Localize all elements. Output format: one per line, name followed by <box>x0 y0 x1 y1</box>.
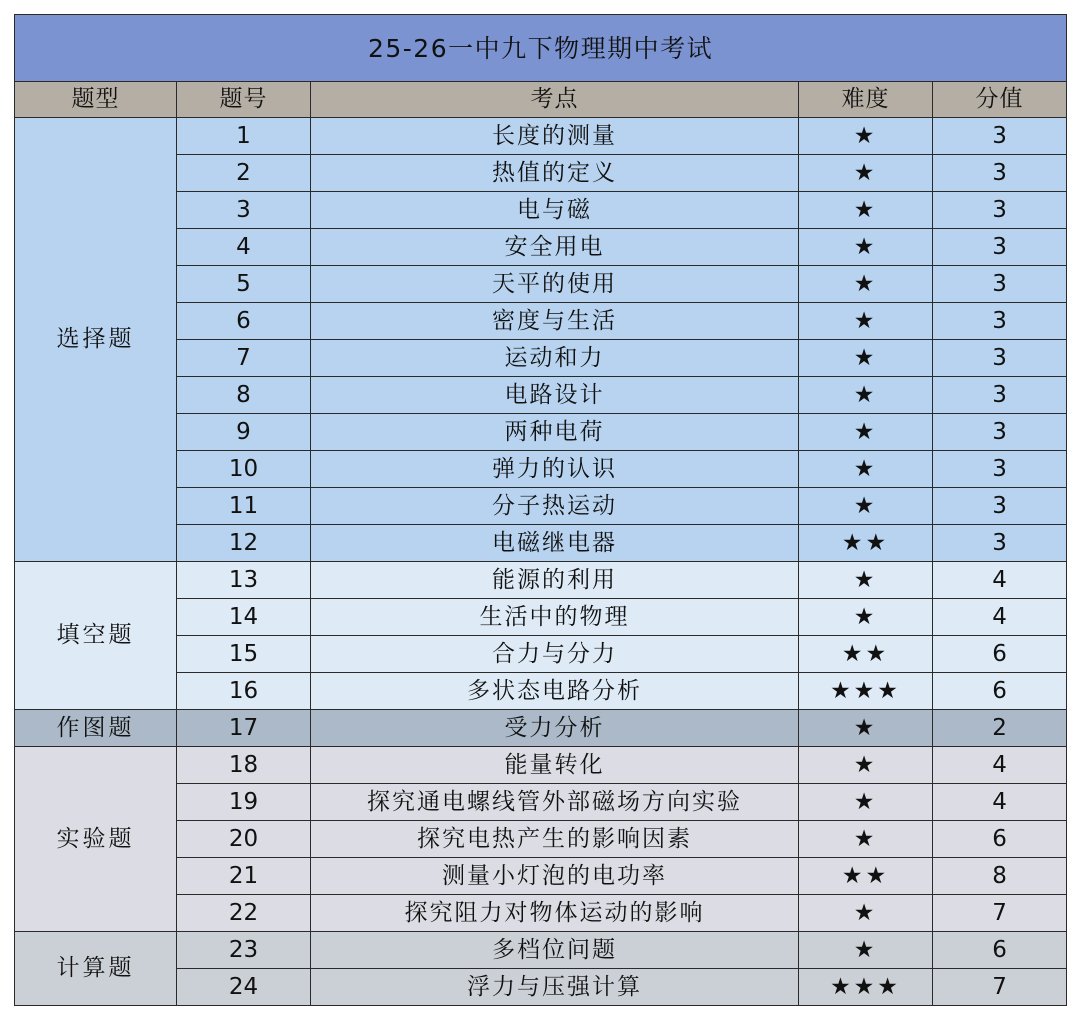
difficulty-stars-cell: ★ <box>799 377 933 414</box>
question-number-cell: 5 <box>177 266 311 303</box>
difficulty-stars-cell: ★ <box>799 192 933 229</box>
score-cell: 4 <box>933 562 1067 599</box>
question-number-cell: 10 <box>177 451 311 488</box>
difficulty-stars-cell: ★ <box>799 451 933 488</box>
topic-cell: 电路设计 <box>311 377 799 414</box>
topic-cell: 探究通电螺线管外部磁场方向实验 <box>311 784 799 821</box>
difficulty-stars-cell: ★★★ <box>799 969 933 1006</box>
question-number-cell: 15 <box>177 636 311 673</box>
topic-cell: 弹力的认识 <box>311 451 799 488</box>
question-number-cell: 6 <box>177 303 311 340</box>
topic-cell: 安全用电 <box>311 229 799 266</box>
question-number-cell: 14 <box>177 599 311 636</box>
difficulty-stars-cell: ★ <box>799 414 933 451</box>
topic-cell: 能量转化 <box>311 747 799 784</box>
topic-cell: 能源的利用 <box>311 562 799 599</box>
score-cell: 2 <box>933 710 1067 747</box>
question-number-cell: 23 <box>177 932 311 969</box>
difficulty-stars-cell: ★★ <box>799 636 933 673</box>
difficulty-stars-cell: ★★ <box>799 858 933 895</box>
topic-cell: 长度的测量 <box>311 118 799 155</box>
question-number-cell: 19 <box>177 784 311 821</box>
score-cell: 8 <box>933 858 1067 895</box>
difficulty-stars-cell: ★ <box>799 229 933 266</box>
topic-cell: 测量小灯泡的电功率 <box>311 858 799 895</box>
header-topic: 考点 <box>311 82 799 118</box>
score-cell: 4 <box>933 747 1067 784</box>
score-cell: 6 <box>933 821 1067 858</box>
question-number-cell: 11 <box>177 488 311 525</box>
table-row <box>15 710 1067 747</box>
topic-cell: 热值的定义 <box>311 155 799 192</box>
topic-cell: 电与磁 <box>311 192 799 229</box>
question-number-cell: 17 <box>177 710 311 747</box>
question-type-cell: 作图题 <box>15 710 177 747</box>
topic-cell: 探究阻力对物体运动的影响 <box>311 895 799 932</box>
difficulty-stars-cell: ★★ <box>799 525 933 562</box>
score-cell: 3 <box>933 303 1067 340</box>
difficulty-stars-cell: ★ <box>799 932 933 969</box>
score-cell: 3 <box>933 377 1067 414</box>
topic-cell: 两种电荷 <box>311 414 799 451</box>
question-number-cell: 22 <box>177 895 311 932</box>
score-cell: 3 <box>933 155 1067 192</box>
header-score: 分值 <box>933 82 1067 118</box>
topic-cell: 多档位问题 <box>311 932 799 969</box>
score-cell: 3 <box>933 340 1067 377</box>
score-cell: 7 <box>933 895 1067 932</box>
score-cell: 4 <box>933 784 1067 821</box>
question-number-cell: 13 <box>177 562 311 599</box>
score-cell: 6 <box>933 673 1067 710</box>
question-number-cell: 1 <box>177 118 311 155</box>
topic-cell: 受力分析 <box>311 710 799 747</box>
question-number-cell: 9 <box>177 414 311 451</box>
question-number-cell: 3 <box>177 192 311 229</box>
question-number-cell: 8 <box>177 377 311 414</box>
score-cell: 3 <box>933 118 1067 155</box>
topic-cell: 运动和力 <box>311 340 799 377</box>
question-number-cell: 4 <box>177 229 311 266</box>
score-cell: 3 <box>933 451 1067 488</box>
topic-cell: 探究电热产生的影响因素 <box>311 821 799 858</box>
question-number-cell: 2 <box>177 155 311 192</box>
difficulty-stars-cell: ★ <box>799 266 933 303</box>
score-cell: 3 <box>933 525 1067 562</box>
question-type-cell: 填空题 <box>15 562 177 710</box>
topic-cell: 多状态电路分析 <box>311 673 799 710</box>
difficulty-stars-cell: ★★★ <box>799 673 933 710</box>
difficulty-stars-cell: ★ <box>799 895 933 932</box>
table-row <box>15 562 1067 599</box>
question-number-cell: 20 <box>177 821 311 858</box>
score-cell: 3 <box>933 266 1067 303</box>
difficulty-stars-cell: ★ <box>799 599 933 636</box>
table-row <box>15 747 1067 784</box>
question-type-cell: 选择题 <box>15 118 177 562</box>
difficulty-stars-cell: ★ <box>799 303 933 340</box>
question-type-cell: 实验题 <box>15 747 177 932</box>
exam-analysis-table <box>14 14 1067 1006</box>
difficulty-stars-cell: ★ <box>799 821 933 858</box>
difficulty-stars-cell: ★ <box>799 784 933 821</box>
difficulty-stars-cell: ★ <box>799 118 933 155</box>
score-cell: 3 <box>933 488 1067 525</box>
table-row <box>15 932 1067 969</box>
question-number-cell: 24 <box>177 969 311 1006</box>
score-cell: 3 <box>933 414 1067 451</box>
question-number-cell: 16 <box>177 673 311 710</box>
score-cell: 6 <box>933 932 1067 969</box>
score-cell: 6 <box>933 636 1067 673</box>
difficulty-stars-cell: ★ <box>799 488 933 525</box>
score-cell: 3 <box>933 229 1067 266</box>
header-row <box>15 82 1067 118</box>
question-number-cell: 18 <box>177 747 311 784</box>
topic-cell: 生活中的物理 <box>311 599 799 636</box>
topic-cell: 浮力与压强计算 <box>311 969 799 1006</box>
difficulty-stars-cell: ★ <box>799 710 933 747</box>
header-difficulty: 难度 <box>799 82 933 118</box>
question-number-cell: 21 <box>177 858 311 895</box>
difficulty-stars-cell: ★ <box>799 155 933 192</box>
difficulty-stars-cell: ★ <box>799 562 933 599</box>
header-number: 题号 <box>177 82 311 118</box>
score-cell: 3 <box>933 192 1067 229</box>
table-row <box>15 118 1067 155</box>
topic-cell: 天平的使用 <box>311 266 799 303</box>
table-title: 25-26一中九下物理期中考试 <box>15 15 1067 82</box>
table-body <box>15 118 1067 1006</box>
difficulty-stars-cell: ★ <box>799 747 933 784</box>
topic-cell: 电磁继电器 <box>311 525 799 562</box>
question-type-cell: 计算题 <box>15 932 177 1006</box>
question-number-cell: 7 <box>177 340 311 377</box>
topic-cell: 密度与生活 <box>311 303 799 340</box>
topic-cell: 合力与分力 <box>311 636 799 673</box>
question-number-cell: 12 <box>177 525 311 562</box>
topic-cell: 分子热运动 <box>311 488 799 525</box>
score-cell: 4 <box>933 599 1067 636</box>
difficulty-stars-cell: ★ <box>799 340 933 377</box>
score-cell: 7 <box>933 969 1067 1006</box>
header-type: 题型 <box>15 82 177 118</box>
